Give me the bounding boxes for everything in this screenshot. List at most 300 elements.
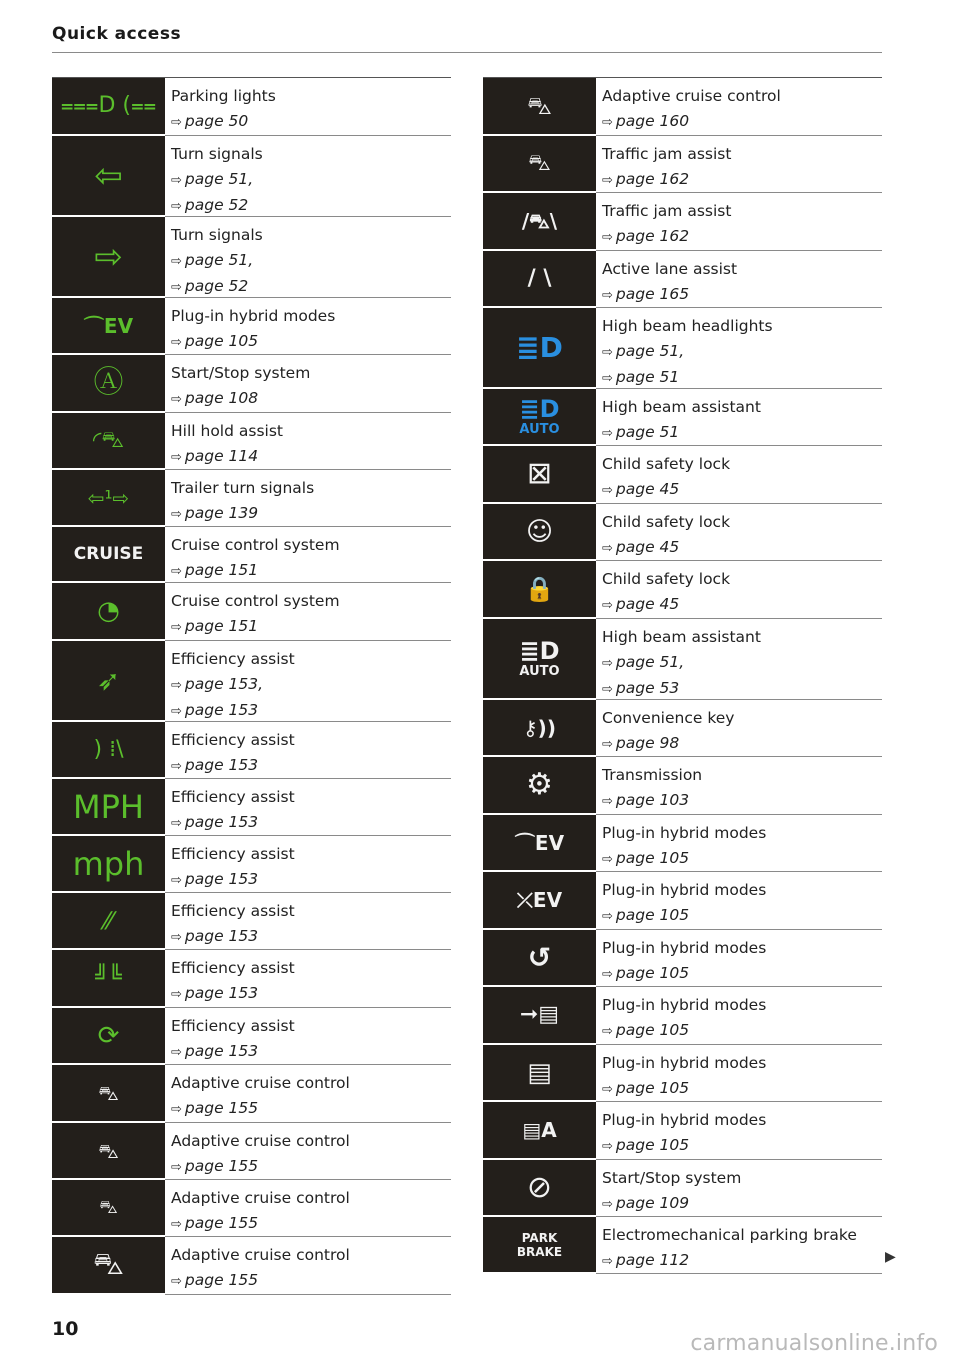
- page-reference-text: page 151: [184, 561, 259, 579]
- icon-glyph: ▤: [527, 1057, 552, 1088]
- icon-glyph: ◜⛍: [92, 427, 125, 453]
- reference-arrow-icon: ⇨: [171, 759, 182, 774]
- hill-hold-icon: [52, 413, 165, 470]
- row-description: [596, 251, 882, 307]
- page-reference-link[interactable]: [602, 731, 882, 757]
- row-description: [165, 641, 451, 721]
- row-label: Start/Stop system: [171, 364, 311, 382]
- reference-arrow-icon: ⇨: [171, 987, 182, 1002]
- header-divider: [52, 52, 882, 53]
- table-row: [52, 1180, 451, 1237]
- page-reference-link[interactable]: [602, 592, 882, 618]
- mph-upper-icon: [52, 779, 165, 836]
- row-description: [596, 987, 882, 1044]
- page-reference-text: page 109: [615, 1194, 690, 1212]
- row-label: Efficiency assist: [171, 845, 295, 863]
- reference-arrow-icon: ⇨: [602, 115, 613, 130]
- reference-arrow-icon: ⇨: [602, 173, 613, 188]
- right-column-table: [483, 77, 882, 1274]
- row-description: [596, 1217, 882, 1273]
- page-reference-link[interactable]: [602, 650, 882, 676]
- page-reference-text: page 153: [184, 927, 259, 945]
- row-description: [165, 136, 451, 216]
- page-reference-text: page 162: [615, 170, 690, 188]
- reference-arrow-icon: ⇨: [602, 1024, 613, 1039]
- icon-glyph: ⤫EV: [516, 888, 563, 912]
- icon-glyph: ⌒EV: [514, 830, 565, 855]
- row-label: Adaptive cruise control: [171, 1189, 350, 1207]
- page-reference-text: page 153: [184, 984, 259, 1002]
- table-row: [483, 193, 882, 251]
- row-description: [596, 930, 882, 986]
- page-reference-text: page 51: [615, 368, 680, 386]
- cruise-text-icon: [52, 527, 165, 583]
- table-row: [52, 217, 451, 298]
- page-reference-link[interactable]: [602, 282, 882, 308]
- page-reference-link[interactable]: [171, 1154, 451, 1180]
- table-row: [52, 78, 451, 136]
- row-label: Efficiency assist: [171, 731, 295, 749]
- row-label: Plug-in hybrid modes: [602, 1111, 767, 1129]
- table-row: [52, 641, 451, 722]
- row-description: [165, 779, 451, 835]
- row-description: [596, 700, 882, 756]
- page-reference-link[interactable]: [171, 614, 451, 640]
- icon-glyph: ⊠: [526, 456, 553, 491]
- row-description: [165, 1123, 451, 1179]
- page-reference-text: page 155: [184, 1271, 259, 1289]
- icon-glyph: ⛍: [98, 1081, 119, 1105]
- row-description: [165, 413, 451, 469]
- reference-arrow-icon: ⇨: [171, 254, 182, 269]
- row-label: Active lane assist: [602, 260, 738, 278]
- row-description: [165, 950, 451, 1007]
- page-number: 10: [52, 1318, 79, 1340]
- page-reference-text: page 103: [615, 791, 690, 809]
- reference-arrow-icon: ⇨: [171, 1102, 182, 1117]
- reference-arrow-icon: ⇨: [602, 1082, 613, 1097]
- row-description: [596, 1160, 882, 1216]
- row-label: Hill hold assist: [171, 422, 283, 440]
- hybrid-recharge-icon: [483, 930, 596, 987]
- child-lock-padlock-icon: [483, 561, 596, 619]
- page-reference-link[interactable]: [171, 329, 451, 355]
- row-description: [165, 722, 451, 778]
- start-stop-off-icon: [483, 1160, 596, 1217]
- page-reference-text: page 105: [615, 906, 690, 924]
- row-label: High beam headlights: [602, 317, 773, 335]
- table-row: [52, 355, 451, 413]
- table-row: [52, 413, 451, 470]
- icon-glyph: ) ⁞\: [93, 736, 124, 762]
- page-reference-text: page 52: [184, 196, 249, 214]
- row-description: [596, 78, 882, 135]
- page-reference-text: page 105: [615, 964, 690, 982]
- child-lock-window-icon: [483, 446, 596, 504]
- page-reference-text: page 155: [184, 1157, 259, 1175]
- left-column-table: [52, 77, 451, 1295]
- page-reference-link[interactable]: [171, 981, 451, 1007]
- page-reference-link[interactable]: [171, 698, 451, 724]
- row-label: Cruise control system: [171, 536, 340, 554]
- page-reference-text: page 155: [184, 1214, 259, 1232]
- table-row: [483, 446, 882, 504]
- icon-glyph: ⛍: [98, 1138, 119, 1163]
- page-reference-text: page 98: [615, 734, 680, 752]
- icon-glyph: / \: [527, 265, 552, 291]
- row-label: Adaptive cruise control: [171, 1246, 350, 1264]
- page-reference-link[interactable]: [602, 788, 882, 814]
- reference-arrow-icon: ⇨: [171, 173, 182, 188]
- page-reference-text: page 153,: [184, 675, 264, 693]
- row-description: [596, 1102, 882, 1159]
- page-reference-text: page 51,: [615, 653, 685, 671]
- icon-glyph: PARK: [521, 1230, 558, 1245]
- table-row: [52, 1237, 451, 1295]
- page-reference-link[interactable]: [171, 167, 451, 193]
- page-reference-link[interactable]: [171, 444, 451, 470]
- row-label: Child safety lock: [602, 570, 731, 588]
- page-reference-text: page 45: [615, 480, 680, 498]
- page-reference-link[interactable]: [171, 501, 451, 527]
- page-reference-link[interactable]: [171, 810, 451, 836]
- trailer-turn-signal-icon: [52, 470, 165, 527]
- row-label: Traffic jam assist: [602, 145, 732, 163]
- row-description: [165, 298, 451, 354]
- icon-glyph: ⛍: [93, 1247, 124, 1282]
- row-description: [165, 893, 451, 949]
- table-row: [52, 583, 451, 641]
- reference-arrow-icon: ⇨: [171, 199, 182, 214]
- page-reference-link[interactable]: [602, 365, 882, 391]
- row-label: Convenience key: [602, 709, 735, 727]
- row-label: Efficiency assist: [171, 788, 295, 806]
- reference-arrow-icon: ⇨: [602, 345, 613, 360]
- page-reference-link[interactable]: [171, 193, 451, 219]
- row-description: [165, 527, 451, 582]
- row-description: [596, 815, 882, 871]
- traffic-jam-assist-lane-icon: [483, 193, 596, 251]
- icon-glyph: ➶: [96, 663, 121, 697]
- icon-glyph: Ⓐ: [93, 365, 124, 400]
- reference-arrow-icon: ⇨: [171, 280, 182, 295]
- icon-glyph: ↺: [527, 940, 552, 974]
- table-row: [52, 298, 451, 355]
- high-beam-icon: [483, 308, 596, 389]
- high-beam-auto-outline-icon: [483, 619, 596, 700]
- row-description: [596, 308, 882, 388]
- page-reference-text: page 112: [615, 1251, 690, 1269]
- table-row: [483, 872, 882, 930]
- table-row: [483, 389, 882, 446]
- row-description: [165, 583, 451, 640]
- convenience-key-icon: [483, 700, 596, 757]
- traffic-jam-assist-icon: [483, 136, 596, 193]
- icon-glyph: 🔒: [524, 575, 555, 603]
- mph-lower-icon: [52, 836, 165, 893]
- row-description: [165, 78, 451, 135]
- acc-distance-2-icon: [52, 1123, 165, 1180]
- page-reference-link[interactable]: [602, 846, 882, 872]
- row-label: Plug-in hybrid modes: [171, 307, 336, 325]
- icon-sub-glyph: AUTO: [519, 422, 560, 437]
- table-row: [52, 1123, 451, 1180]
- table-row: [483, 504, 882, 561]
- table-row: [483, 987, 882, 1045]
- reference-arrow-icon: ⇨: [171, 873, 182, 888]
- row-description: [596, 136, 882, 192]
- page-reference-text: page 151: [184, 617, 259, 635]
- row-description: [165, 1180, 451, 1236]
- row-label: Parking lights: [171, 87, 276, 105]
- row-label: Trailer turn signals: [171, 479, 315, 497]
- plug-in-hybrid-ev-icon: [483, 815, 596, 872]
- page-reference-text: page 153: [184, 813, 259, 831]
- icon-glyph: MPH: [73, 787, 144, 826]
- page-reference-text: page 51,: [184, 170, 254, 188]
- page-reference-link[interactable]: [602, 1191, 882, 1217]
- icon-glyph: mph: [72, 844, 145, 883]
- reference-arrow-icon: ⇨: [171, 115, 182, 130]
- icon-glyph: ⛍: [527, 92, 552, 120]
- page-reference-link[interactable]: [602, 224, 882, 250]
- row-description: [596, 193, 882, 250]
- page-reference-text: page 165: [615, 285, 690, 303]
- row-label: Adaptive cruise control: [171, 1074, 350, 1092]
- turn-signal-left-icon: [52, 136, 165, 217]
- acc-distance-1-icon: [52, 1065, 165, 1123]
- page-reference-text: page 45: [615, 538, 680, 556]
- row-description: [165, 1237, 451, 1294]
- page-reference-text: page 105: [615, 1079, 690, 1097]
- reference-arrow-icon: ⇨: [171, 335, 182, 350]
- icon-glyph: ⛍: [99, 1196, 118, 1218]
- high-beam-auto-icon: [483, 389, 596, 446]
- page-reference-text: page 162: [615, 227, 690, 245]
- page-reference-text: page 50: [184, 112, 249, 130]
- row-label: Plug-in hybrid modes: [602, 996, 767, 1014]
- reference-arrow-icon: ⇨: [602, 1139, 613, 1154]
- table-row: [483, 1045, 882, 1102]
- page-reference-link[interactable]: [602, 1076, 882, 1102]
- reference-arrow-icon: ⇨: [171, 1045, 182, 1060]
- table-row: [52, 950, 451, 1008]
- page-reference-text: page 51,: [615, 342, 685, 360]
- reference-arrow-icon: ⇨: [171, 930, 182, 945]
- adaptive-cruise-control-icon: [483, 78, 596, 136]
- page-reference-text: page 105: [615, 1021, 690, 1039]
- parking-lights-icon: [52, 78, 165, 136]
- table-row: [483, 930, 882, 987]
- row-description: [165, 355, 451, 412]
- reference-arrow-icon: ⇨: [602, 1254, 613, 1269]
- row-label: Child safety lock: [602, 513, 731, 531]
- acc-distance-3-icon: [52, 1180, 165, 1237]
- page-reference-link[interactable]: [171, 1096, 451, 1122]
- page-reference-link[interactable]: [171, 386, 451, 412]
- reference-arrow-icon: ⇨: [171, 704, 182, 719]
- table-row: [483, 561, 882, 619]
- page-reference-link[interactable]: [602, 961, 882, 987]
- row-label: Plug-in hybrid modes: [602, 1054, 767, 1072]
- icon-sub-glyph: BRAKE: [516, 1244, 563, 1259]
- table-row: [483, 1217, 882, 1274]
- page-reference-link[interactable]: [602, 167, 882, 193]
- icon-glyph: ╝╚: [95, 965, 122, 990]
- table-row: [52, 1008, 451, 1065]
- icon-glyph: ⛍: [528, 150, 551, 176]
- reference-arrow-icon: ⇨: [171, 392, 182, 407]
- reference-arrow-icon: ⇨: [602, 682, 613, 697]
- icon-glyph: ▤A: [522, 1118, 557, 1142]
- page-reference-text: page 53: [615, 679, 680, 697]
- table-row: [52, 136, 451, 217]
- page-reference-link[interactable]: [602, 109, 882, 135]
- row-label: Efficiency assist: [171, 1017, 295, 1035]
- reference-arrow-icon: ⇨: [602, 598, 613, 613]
- icon-glyph: ⩶D (⩵: [60, 93, 157, 118]
- table-row: [483, 700, 882, 757]
- table-row: [52, 779, 451, 836]
- reference-arrow-icon: ⇨: [171, 564, 182, 579]
- row-label: Plug-in hybrid modes: [602, 939, 767, 957]
- icon-sub-glyph: AUTO: [519, 664, 560, 679]
- start-stop-icon: [52, 355, 165, 413]
- table-row: [483, 1160, 882, 1217]
- page-reference-link[interactable]: [171, 867, 451, 893]
- reference-arrow-icon: ⇨: [602, 967, 613, 982]
- hybrid-battery-charge-icon: [483, 987, 596, 1045]
- reference-arrow-icon: ⇨: [171, 1274, 182, 1289]
- reference-arrow-icon: ⇨: [602, 656, 613, 671]
- page-reference-link[interactable]: [171, 1211, 451, 1237]
- icon-glyph: ⇨: [94, 236, 123, 277]
- row-label: Turn signals: [171, 226, 263, 244]
- row-label: Efficiency assist: [171, 650, 295, 668]
- icon-glyph: ⇦¹⇨: [87, 485, 130, 510]
- page-reference-text: page 155: [184, 1099, 259, 1117]
- row-label: Child safety lock: [602, 455, 731, 473]
- page-reference-text: page 153: [184, 756, 259, 774]
- page-reference-link[interactable]: [602, 676, 882, 702]
- page-reference-text: page 153: [184, 1042, 259, 1060]
- page-reference-text: page 105: [184, 332, 259, 350]
- table-row: [483, 815, 882, 872]
- page-reference-link[interactable]: [171, 672, 451, 698]
- icon-glyph: ➞▤: [519, 1002, 560, 1027]
- reference-arrow-icon: ⇨: [602, 737, 613, 752]
- table-row: [52, 893, 451, 950]
- reference-arrow-icon: ⇨: [171, 816, 182, 831]
- page-reference-link[interactable]: [602, 535, 882, 561]
- plug-in-hybrid-ev-icon: [52, 298, 165, 355]
- row-label: Start/Stop system: [602, 1169, 742, 1187]
- row-label: Adaptive cruise control: [171, 1132, 350, 1150]
- row-description: [596, 757, 882, 814]
- page-reference-link[interactable]: [171, 109, 451, 135]
- table-row: [483, 78, 882, 136]
- page-reference-link[interactable]: [602, 1248, 882, 1274]
- page-reference-text: page 153: [184, 870, 259, 888]
- row-label: Efficiency assist: [171, 902, 295, 920]
- page-reference-link[interactable]: [171, 558, 451, 584]
- icon-glyph: ≣D: [516, 330, 563, 364]
- continue-arrow-icon: ▶: [885, 1249, 896, 1265]
- row-description: [165, 1065, 451, 1122]
- icon-glyph: ⚷)): [523, 715, 556, 740]
- reference-arrow-icon: ⇨: [171, 620, 182, 635]
- page-reference-link[interactable]: [602, 1018, 882, 1044]
- icon-glyph: ⌒EV: [83, 313, 134, 338]
- watermark: carmanualsonline.info: [690, 1331, 938, 1356]
- page-reference-link[interactable]: [171, 1039, 451, 1065]
- table-row: [483, 308, 882, 389]
- table-row: [483, 619, 882, 700]
- row-description: [165, 217, 451, 297]
- plug-in-hybrid-ev-off-icon: [483, 872, 596, 930]
- page-reference-link[interactable]: [602, 420, 882, 446]
- reference-arrow-icon: ⇨: [602, 852, 613, 867]
- hybrid-battery-hold-icon: [483, 1045, 596, 1102]
- page-reference-link[interactable]: [171, 274, 451, 300]
- table-row: [483, 136, 882, 193]
- page-reference-text: page 153: [184, 701, 259, 719]
- row-label: Efficiency assist: [171, 959, 295, 977]
- reference-arrow-icon: ⇨: [171, 507, 182, 522]
- reference-arrow-icon: ⇨: [602, 230, 613, 245]
- reference-arrow-icon: ⇨: [602, 371, 613, 386]
- row-label: Adaptive cruise control: [602, 87, 781, 105]
- reference-arrow-icon: ⇨: [171, 1160, 182, 1175]
- page-reference-link[interactable]: [171, 248, 451, 274]
- page-reference-link[interactable]: [171, 924, 451, 950]
- child-lock-person-icon: [483, 504, 596, 561]
- efficiency-foot-icon: [52, 641, 165, 722]
- row-label: Transmission: [602, 766, 703, 784]
- icon-glyph: ◔: [97, 596, 120, 626]
- page-reference-text: page 51,: [184, 251, 254, 269]
- active-lane-assist-icon: [483, 251, 596, 308]
- row-description: [596, 446, 882, 503]
- reference-arrow-icon: ⇨: [602, 288, 613, 303]
- row-description: [165, 470, 451, 526]
- row-label: Traffic jam assist: [602, 202, 732, 220]
- page-reference-link[interactable]: [171, 753, 451, 779]
- efficiency-curve-road-icon: [52, 893, 165, 950]
- row-description: [596, 872, 882, 929]
- page-reference-link[interactable]: [602, 903, 882, 929]
- row-description: [596, 1045, 882, 1101]
- row-label: High beam assistant: [602, 628, 761, 646]
- page-reference-link[interactable]: [171, 1268, 451, 1294]
- cruise-speedometer-icon: [52, 583, 165, 641]
- efficiency-roundabout-icon: [52, 1008, 165, 1065]
- row-label: High beam assistant: [602, 398, 761, 416]
- reference-arrow-icon: ⇨: [602, 426, 613, 441]
- transmission-gear-icon: [483, 757, 596, 815]
- reference-arrow-icon: ⇨: [602, 1197, 613, 1212]
- page-reference-link[interactable]: [602, 1133, 882, 1159]
- icon-glyph: ⊘: [526, 1169, 553, 1205]
- icon-glyph: ≣D: [519, 637, 560, 665]
- acc-car-icon: [52, 1237, 165, 1295]
- row-label: Cruise control system: [171, 592, 340, 610]
- page-reference-link[interactable]: [602, 339, 882, 365]
- table-row: [483, 251, 882, 308]
- reference-arrow-icon: ⇨: [171, 450, 182, 465]
- icon-glyph: CRUISE: [73, 543, 144, 564]
- page-reference-link[interactable]: [602, 477, 882, 503]
